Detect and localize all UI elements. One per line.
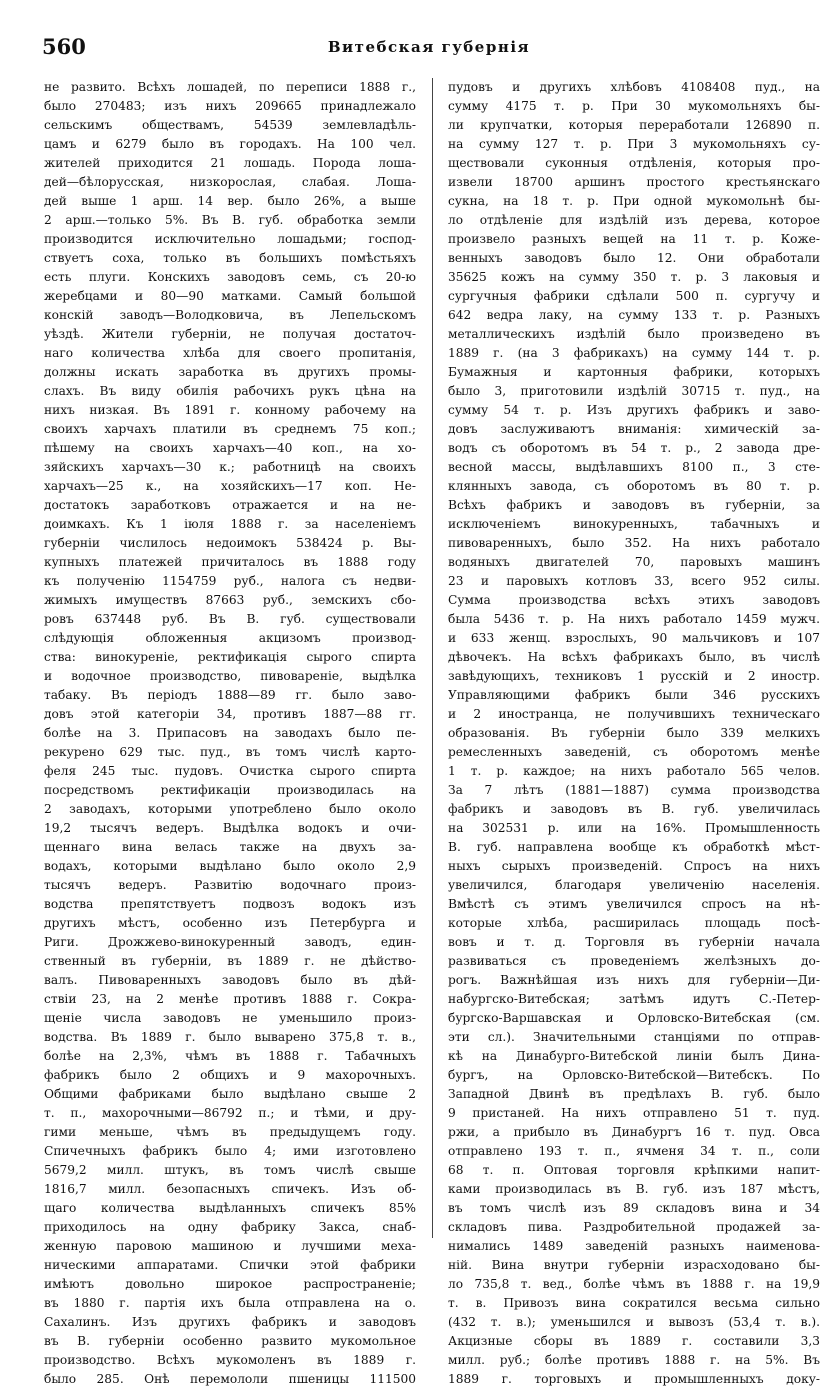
text-line: и 633 женщ. взрослыхъ, 90 мальчиковъ и 107	[448, 631, 820, 645]
text-line: къ полученію 1154759 руб., налога съ недви-	[44, 574, 416, 588]
text-line: наго количества хлѣба для своего пропитанія,	[44, 346, 416, 360]
text-line: ками производилась въ В. губ. изъ 187 мѣстъ,	[448, 1182, 820, 1196]
text-line: 68 т. п. Оптовая торговля крѣпкими напит-	[448, 1163, 820, 1177]
text-line: ственный въ губерніи, въ 1889 г. не дѣйство-	[44, 954, 416, 968]
text-line: милл. руб.; болѣе противъ 1888 г. на 5%. Въ	[448, 1353, 820, 1367]
text-line: водства препятствуетъ подвозъ водокъ изъ	[44, 897, 416, 911]
text-line: Западной Двинѣ въ предѣлахъ В. губ. было	[448, 1087, 820, 1101]
text-line: болѣе на 3. Припасовъ на заводахъ было пе-	[44, 726, 416, 740]
text-line: на сумму 127 т. р. При 3 мукомольняхъ су-	[448, 137, 820, 151]
text-line: пѣшему на своихъ харчахъ—40 коп., на хо-	[44, 441, 416, 455]
text-line: фабрикъ было 2 общихъ и 9 махорочныхъ.	[44, 1068, 416, 1082]
text-line: ствіи 23, на 2 менѣе противъ 1888 г. Сокра-	[44, 992, 416, 1006]
text-line: Общими фабриками было выдѣлано свыше 2	[44, 1087, 416, 1101]
text-line: харчахъ—25 к., на хозяйскихъ—17 коп. Не-	[44, 479, 416, 493]
text-line: женную паровою машиною и лучшими меха-	[44, 1239, 416, 1253]
text-line: 1889 г. торговыхъ и промышленныхъ доку-	[448, 1372, 820, 1386]
text-line: въ томъ числѣ изъ 89 складовъ вина и 34	[448, 1201, 820, 1215]
text-line: нихъ низкая. Въ 1891 г. конному рабочему на	[44, 403, 416, 417]
page-header	[42, 34, 816, 64]
text-line: въ 1880 г. партія ихъ была отправлена на о.	[44, 1296, 416, 1310]
text-line: есть плуги. Конскихъ заводовъ семь, съ 20-ю	[44, 270, 416, 284]
text-line: венныхъ заводовъ было 12. Они обработали	[448, 251, 820, 265]
text-line: ло отдѣленіе для издѣлій изъ дерева, которое	[448, 213, 820, 227]
text-line: посредствомъ ректификаціи производилась на	[44, 783, 416, 797]
text-line: 1889 г. (на 3 фабрикахъ) на сумму 144 т. р.	[448, 346, 820, 360]
text-line: Вмѣстѣ съ этимъ увеличился спросъ на нѣ-	[448, 897, 820, 911]
text-line: ремесленныхъ заведеній, съ оборотомъ менѣе	[448, 745, 820, 759]
text-line: 2 заводахъ, которыми употреблено было около	[44, 802, 416, 816]
text-line: ло 735,8 т. вед., болѣе чѣмъ въ 1888 г. на 19,9	[448, 1277, 820, 1291]
text-line: приходилось на одну фабрику Закса, снаб-	[44, 1220, 416, 1234]
text-line: произвело разныхъ вещей на 11 т. р. Коже-	[448, 232, 820, 246]
text-line: и 2 иностранца, не получившихъ техническаго	[448, 707, 820, 721]
text-line: табаку. Въ періодъ 1888—89 гг. было заво-	[44, 688, 416, 702]
text-line: дей—бѣлорусская, низкорослая, слабая. Лоша-	[44, 175, 416, 189]
text-line: извели 18700 аршинъ простого крестьянскаго	[448, 175, 820, 189]
text-line: складовъ пива. Раздробительной продажей за-	[448, 1220, 820, 1234]
text-line: Риги. Дрожжево-винокуренный заводъ, един-	[44, 935, 416, 949]
text-line: водства. Въ 1889 г. было выварено 375,8 т. в.,	[44, 1030, 416, 1044]
text-line: Сахалинъ. Изъ другихъ фабрикъ и заводовъ	[44, 1315, 416, 1329]
text-line: ныхъ сырыхъ произведеній. Спросъ на нихъ	[448, 859, 820, 873]
text-line: водахъ, которыми выдѣлано было около 2,9	[44, 859, 416, 873]
text-line: сельскимъ обществамъ, 54539 землевладѣль-	[44, 118, 416, 132]
text-line: жителей приходится 21 лошадь. Порода лоша-	[44, 156, 416, 170]
text-line: ли крупчатки, которыя переработали 126890 п.	[448, 118, 820, 132]
text-line: 1816,7 милл. безопасныхъ спичекъ. Изъ об-	[44, 1182, 416, 1196]
text-line: 35625 кожъ на сумму 350 т. р. 3 лаковыя и	[448, 270, 820, 284]
column-divider	[432, 78, 433, 1238]
text-line: въ В. губерніи особенно развито мукомольное	[44, 1334, 416, 1348]
right-text-column	[448, 78, 820, 1389]
text-line: было 3, приготовили издѣлій 30715 т. пуд., на	[448, 384, 820, 398]
text-line: ществовали суконныя отдѣленія, которыя про-	[448, 156, 820, 170]
text-line: пивоваренныхъ, было 352. На нихъ работало	[448, 536, 820, 550]
text-line: рекурено 629 тыс. пуд., въ томъ числѣ карто-	[44, 745, 416, 759]
text-line: пудовъ и другихъ хлѣбовъ 4108408 пуд., на	[448, 80, 820, 94]
text-line: было 270483; изъ нихъ 209665 принадлежало	[44, 99, 416, 113]
text-line: клянныхъ завода, съ оборотомъ въ 80 т. р.	[448, 479, 820, 493]
text-line: т. в. Привозъ вина сократился весьма сильно	[448, 1296, 820, 1310]
text-line: щеннаго вина велась также на двухъ за-	[44, 840, 416, 854]
text-line: которые хлѣба, расширилась площадь посѣ-	[448, 916, 820, 930]
text-line: слѣдующія обложенныя акцизомъ производ-	[44, 631, 416, 645]
text-line: цамъ и 6279 было въ городахъ. На 100 чел.	[44, 137, 416, 151]
text-line: ствуетъ соха, только въ большихъ помѣстьяхъ	[44, 251, 416, 265]
text-line: набургско-Витебская; затѣмъ идутъ С.-Петер-	[448, 992, 820, 1006]
text-line: эти сл.). Значительными станціями по отправ-	[448, 1030, 820, 1044]
text-line: фабрикъ и заводовъ въ В. губ. увеличилась	[448, 802, 820, 816]
text-line: нимались 1489 заведеній разныхъ наименова-	[448, 1239, 820, 1253]
text-line: тысячъ ведеръ. Развитію водочнаго произ-	[44, 878, 416, 892]
text-line: достатокъ заработковъ отражается и на не-	[44, 498, 416, 512]
text-line: весной массы, выдѣлавшихъ 8100 п., 3 сте-	[448, 460, 820, 474]
text-line: другихъ мѣстъ, особенно изъ Петербурга и	[44, 916, 416, 930]
text-line: конскій заводъ—Володковича, въ Лепельскомъ	[44, 308, 416, 322]
text-line: производство. Всѣхъ мукомоленъ въ 1889 г.	[44, 1353, 416, 1367]
text-line: было 285. Онѣ перемололи пшеницы 111500	[44, 1372, 416, 1386]
text-line: ній. Вина внутри губерніи израсходовано бы-	[448, 1258, 820, 1272]
text-line: бургъ, на Орловско-Витебской—Витебскъ. По	[448, 1068, 820, 1082]
text-line: ническими аппаратами. Спички этой фабрики	[44, 1258, 416, 1272]
text-line: должны искать заработка въ другихъ промы-	[44, 365, 416, 379]
text-line: имѣютъ довольно широкое распространеніе;	[44, 1277, 416, 1291]
text-line: Спичечныхъ фабрикъ было 4; ими изготовлено	[44, 1144, 416, 1158]
text-line: зяйскихъ харчахъ—30 к.; работницѣ на своихъ	[44, 460, 416, 474]
text-line: и водочное производство, пивовареніе, выдѣлка	[44, 669, 416, 683]
text-line: валъ. Пивоваренныхъ заводовъ было въ дѣй-	[44, 973, 416, 987]
text-line: 9 пристаней. На нихъ отправлено 51 т. пуд.	[448, 1106, 820, 1120]
text-line: отправлено 193 т. п., ячменя 34 т. п., соли	[448, 1144, 820, 1158]
text-line: феля 245 тыс. пудовъ. Очистка сырого спирта	[44, 764, 416, 778]
text-line: исключеніемъ винокуренныхъ, табачныхъ и	[448, 517, 820, 531]
text-line: довъ заслуживаютъ вниманія: химическій за-	[448, 422, 820, 436]
text-line: т. п., махорочными—86792 п.; и тѣми, и дру-	[44, 1106, 416, 1120]
text-line: сумму 54 т. р. Изъ другихъ фабрикъ и заво-	[448, 403, 820, 417]
text-line: увеличился, благодаря увеличенію населенія.	[448, 878, 820, 892]
text-line: вовъ и т. д. Торговля въ губерніи начала	[448, 935, 820, 949]
text-line: гими меньше, чѣмъ въ предыдущемъ году.	[44, 1125, 416, 1139]
text-line: своихъ харчахъ платили въ среднемъ 75 коп.;	[44, 422, 416, 436]
text-line: болѣе на 2,3%, чѣмъ въ 1888 г. Табачныхъ	[44, 1049, 416, 1063]
text-line: на 302531 р. или на 16%. Промышленность	[448, 821, 820, 835]
text-line: довъ этой категоріи 34, противъ 1887—88 гг.	[44, 707, 416, 721]
text-line: металлическихъ издѣлій было произведено въ	[448, 327, 820, 341]
text-line: сургучныя фабрики сдѣлали 500 п. сургучу и	[448, 289, 820, 303]
text-line: (432 т. в.); уменьшился и вывозъ (53,4 т. в.).	[448, 1315, 820, 1329]
text-line: ства: винокуреніе, ректификація сырого спирта	[44, 650, 416, 664]
text-line: доимкахъ. Къ 1 іюля 1888 г. за населеніемъ	[44, 517, 416, 531]
text-line: Сумма производства всѣхъ этихъ заводовъ	[448, 593, 820, 607]
text-line: Акцизные сборы въ 1889 г. составили 3,3	[448, 1334, 820, 1348]
text-line: завѣдующихъ, техниковъ 1 русскій и 2 иностр.	[448, 669, 820, 683]
text-line: кѣ на Динабурго-Витебской линіи былъ Дина-	[448, 1049, 820, 1063]
text-line: щеніе числа заводовъ не уменьшило произ-	[44, 1011, 416, 1025]
text-line: дѣвочекъ. На всѣхъ фабрикахъ было, въ числѣ	[448, 650, 820, 664]
text-line: 19,2 тысячъ ведеръ. Выдѣлка водокъ и очи-	[44, 821, 416, 835]
text-line: Управляющими фабрикъ были 346 русскихъ	[448, 688, 820, 702]
text-line: водъ съ оборотомъ въ 54 т. р., 2 завода дре-	[448, 441, 820, 455]
left-text-column	[44, 78, 416, 1389]
text-line: не развито. Всѣхъ лошадей, по переписи 1888 г.,	[44, 80, 416, 94]
text-line: 2 арш.—только 5%. Въ В. губ. обработка земли	[44, 213, 416, 227]
text-line: была 5436 т. р. На нихъ работало 1459 мужч.	[448, 612, 820, 626]
text-line: слахъ. Въ виду обилія рабочихъ рукъ цѣна на	[44, 384, 416, 398]
text-line: щаго количества выдѣланныхъ спичекъ 85%	[44, 1201, 416, 1215]
text-line: бургско-Варшавская и Орловско-Витебская (см.	[448, 1011, 820, 1025]
text-line: развиваться съ проведеніемъ желѣзныхъ до-	[448, 954, 820, 968]
running-title: Витебская губернія	[327, 38, 531, 56]
text-line: сукна, на 18 т. р. При одной мукомольнѣ бы-	[448, 194, 820, 208]
text-line: ржи, а прибыло въ Динабургъ 16 т. пуд. Овса	[448, 1125, 820, 1139]
page-number: 560	[42, 34, 86, 59]
text-line: Бумажныя и картонныя фабрики, которыхъ	[448, 365, 820, 379]
text-line: рогъ. Важнѣйшая изъ нихъ для губерніи—Ди-	[448, 973, 820, 987]
text-line: жимыхъ имуществъ 87663 руб., земскихъ сбо-	[44, 593, 416, 607]
text-line: За 7 лѣтъ (1881—1887) сумма производства	[448, 783, 820, 797]
text-line: образованія. Въ губерніи было 339 мелкихъ	[448, 726, 820, 740]
text-line: сумму 4175 т. р. При 30 мукомольняхъ бы-	[448, 99, 820, 113]
text-line: В. губ. направлена вообще къ обработкѣ мѣст-	[448, 840, 820, 854]
text-line: дей выше 1 арш. 14 вер. было 26%, а выше	[44, 194, 416, 208]
text-line: купныхъ платежей причиталось въ 1888 году	[44, 555, 416, 569]
text-line: уѣздѣ. Жители губерніи, не получая достаточ-	[44, 327, 416, 341]
text-line: 23 и паровыхъ котловъ 33, всего 952 силы.	[448, 574, 820, 588]
text-line: ровъ 637448 руб. Въ В. губ. существовали	[44, 612, 416, 626]
text-line: 5679,2 милл. штукъ, въ томъ числѣ свыше	[44, 1163, 416, 1177]
text-line: производится исключительно лошадьми; господ-	[44, 232, 416, 246]
text-line: Всѣхъ фабрикъ и заводовъ въ губерніи, за	[448, 498, 820, 512]
text-line: жеребцами и 80—90 матками. Самый большой	[44, 289, 416, 303]
text-line: 1 т. р. каждое; на нихъ работало 565 челов.	[448, 764, 820, 778]
text-line: водяныхъ двигателей 70, паровыхъ машинъ	[448, 555, 820, 569]
text-line: губерніи числилось недоимокъ 538424 р. Вы-	[44, 536, 416, 550]
text-line: 642 ведра лаку, на сумму 133 т. р. Разныхъ	[448, 308, 820, 322]
